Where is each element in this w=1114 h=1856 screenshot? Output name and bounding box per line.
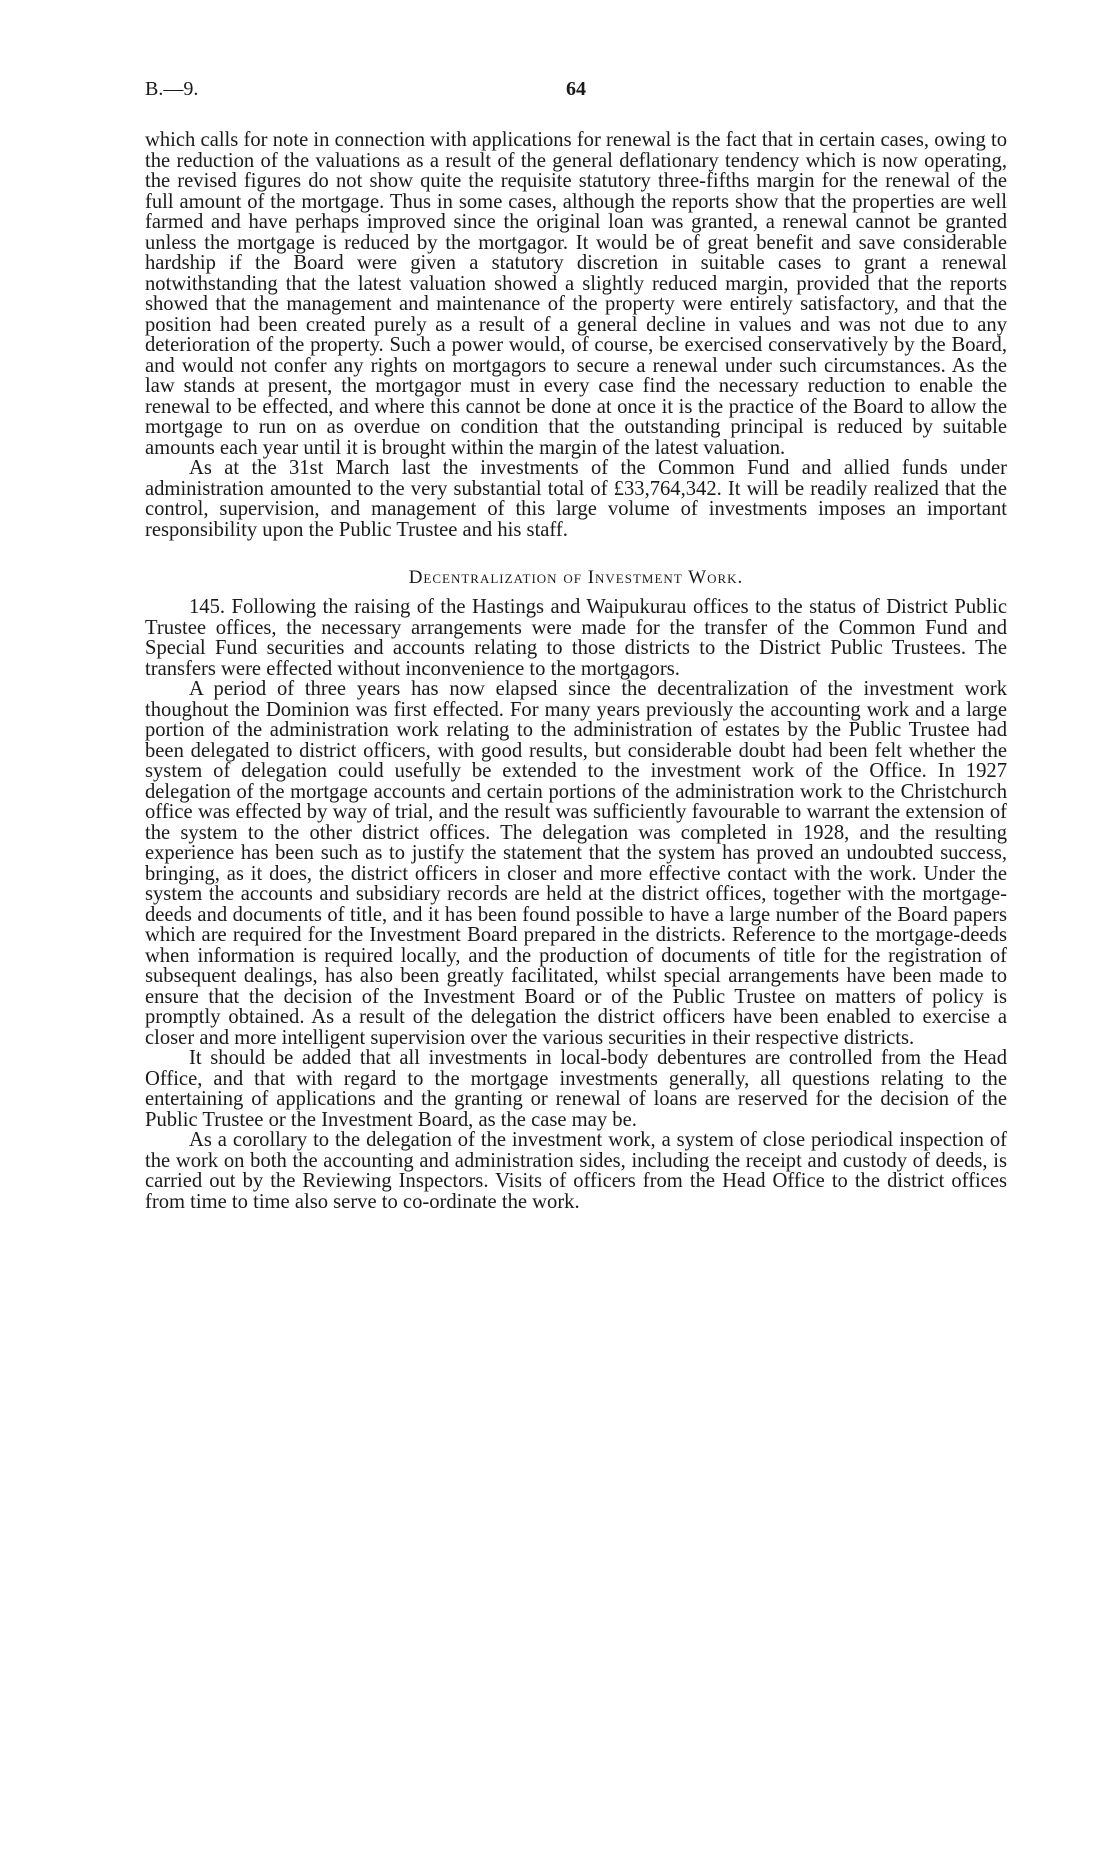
page-number: 64 xyxy=(566,78,586,100)
section-heading: Decentralization of Investment Work. xyxy=(408,567,744,588)
paragraph: A period of three years has now elapsed since the decentralization of the investment work thoughout the Dominion was first effected. For many years previously the accounting work and a large portion of the administration work relating to the administration of estates by the Public Trustee had been delegated to district officers, with good results, but considerable doubt had been felt whether the system of delegation could usefully be extended to the investment work of the Office. In 1927 delegation of the mortgage accounts and certain portions of the administration work to the Christchurch office was effected by way of trial, and the result was sufficiently favourable to warrant the extension of the system to the other district offices. The delegation was completed in 1928, and the resulting experience has been such as to justify the statement that the system has proved an undoubted success, bringing, as it does, the district officers in closer and more effective contact with the work. Under the system the accounts and subsidiary records are held at the district offices, together with the mortgage-deeds and documents of title, and it has been found possible to have a large number of the Board papers which are required for the Investment Board prepared in the districts. Reference to the mortgage-deeds when information is required locally, and the production of documents of title for the registration of subsequent dealings, has also been greatly facilitated, whilst special arrangements have been made to ensure that the decision of the Investment Board or of the Public Trustee on matters of policy is promptly obtained. As a result of the delegation the district officers have been enabled to exercise a closer and more intelligent supervision over the various securities in their respective districts. xyxy=(145,678,1007,1049)
report-code: B.—9. xyxy=(145,78,199,100)
paragraph: which calls for note in connection with applications for renewal is the fact that in certain cases, owing to the reduction of the valuations as a result of the general deflationary tendency which is now operating, the revised figures do not show quite the requisite statutory three-fifths margin for the renewal of the full amount of the mortgage. Thus in some cases, although the reports show that the properties are well farmed and have perhaps improved since the original loan was granted, a renewal cannot be granted unless the mortgage is reduced by the mortgagor. It would be of great benefit and save considerable hardship if the Board were given a statutory discretion in suitable cases to grant a renewal notwithstanding that the latest valuation showed a slightly reduced margin, provided that the reports showed that the management and maintenance of the property were entirely satisfactory, and that the position had been created purely as a result of a general decline in values and was not due to any deterioration of the property. Such a power would, of course, be exercised conservatively by the Board, and would not confer any rights on mortgagors to secure a renewal under such circumstances. As the law stands at present, the mortgagor must in every case find the necessary reduction to enable the renewal to be effected, and where this cannot be done at once it is the practice of the Board to allow the mortgage to run on as overdue on condition that the outstanding principal is reduced by suitable amounts each year until it is brought within the margin of the latest valuation. xyxy=(145,129,1007,459)
paragraph: 145. Following the raising of the Hastings and Waipukurau offices to the status of District Public Trustee offices, the necessary arrangements were made for the transfer of the Common Fund and Special Fund securities and accounts relating to those districts to the District Public Trustees. The transfers were effected without inconvenience to the mortgagors. xyxy=(145,596,1007,680)
paragraph: As at the 31st March last the investments of the Common Fund and allied funds under administration amounted to the very substantial total of £33,764,342. It will be readily realized that the control, supervision, and management of this large volume of investments imposes an important responsibility upon the Public Trustee and his staff. xyxy=(145,457,1007,541)
paragraph: As a corollary to the delegation of the investment work, a system of close periodical inspection of the work on both the accounting and administration sides, including the receipt and custody of deeds, is carried out by the Reviewing Inspectors. Visits of officers from the Head Office to the district offices from time to time also serve to co-ordinate the work. xyxy=(145,1129,1007,1213)
paragraph: It should be added that all investments in local-body debentures are controlled from the Head Office, and that with regard to the mortgage investments generally, all questions relating to the entertaining of applications and the granting or renewal of loans are reserved for the decision of the Public Trustee or the Investment Board, as the case may be. xyxy=(145,1047,1007,1131)
document-body xyxy=(145,130,1007,1212)
document-page xyxy=(145,78,1007,1212)
page-header xyxy=(145,78,1007,108)
